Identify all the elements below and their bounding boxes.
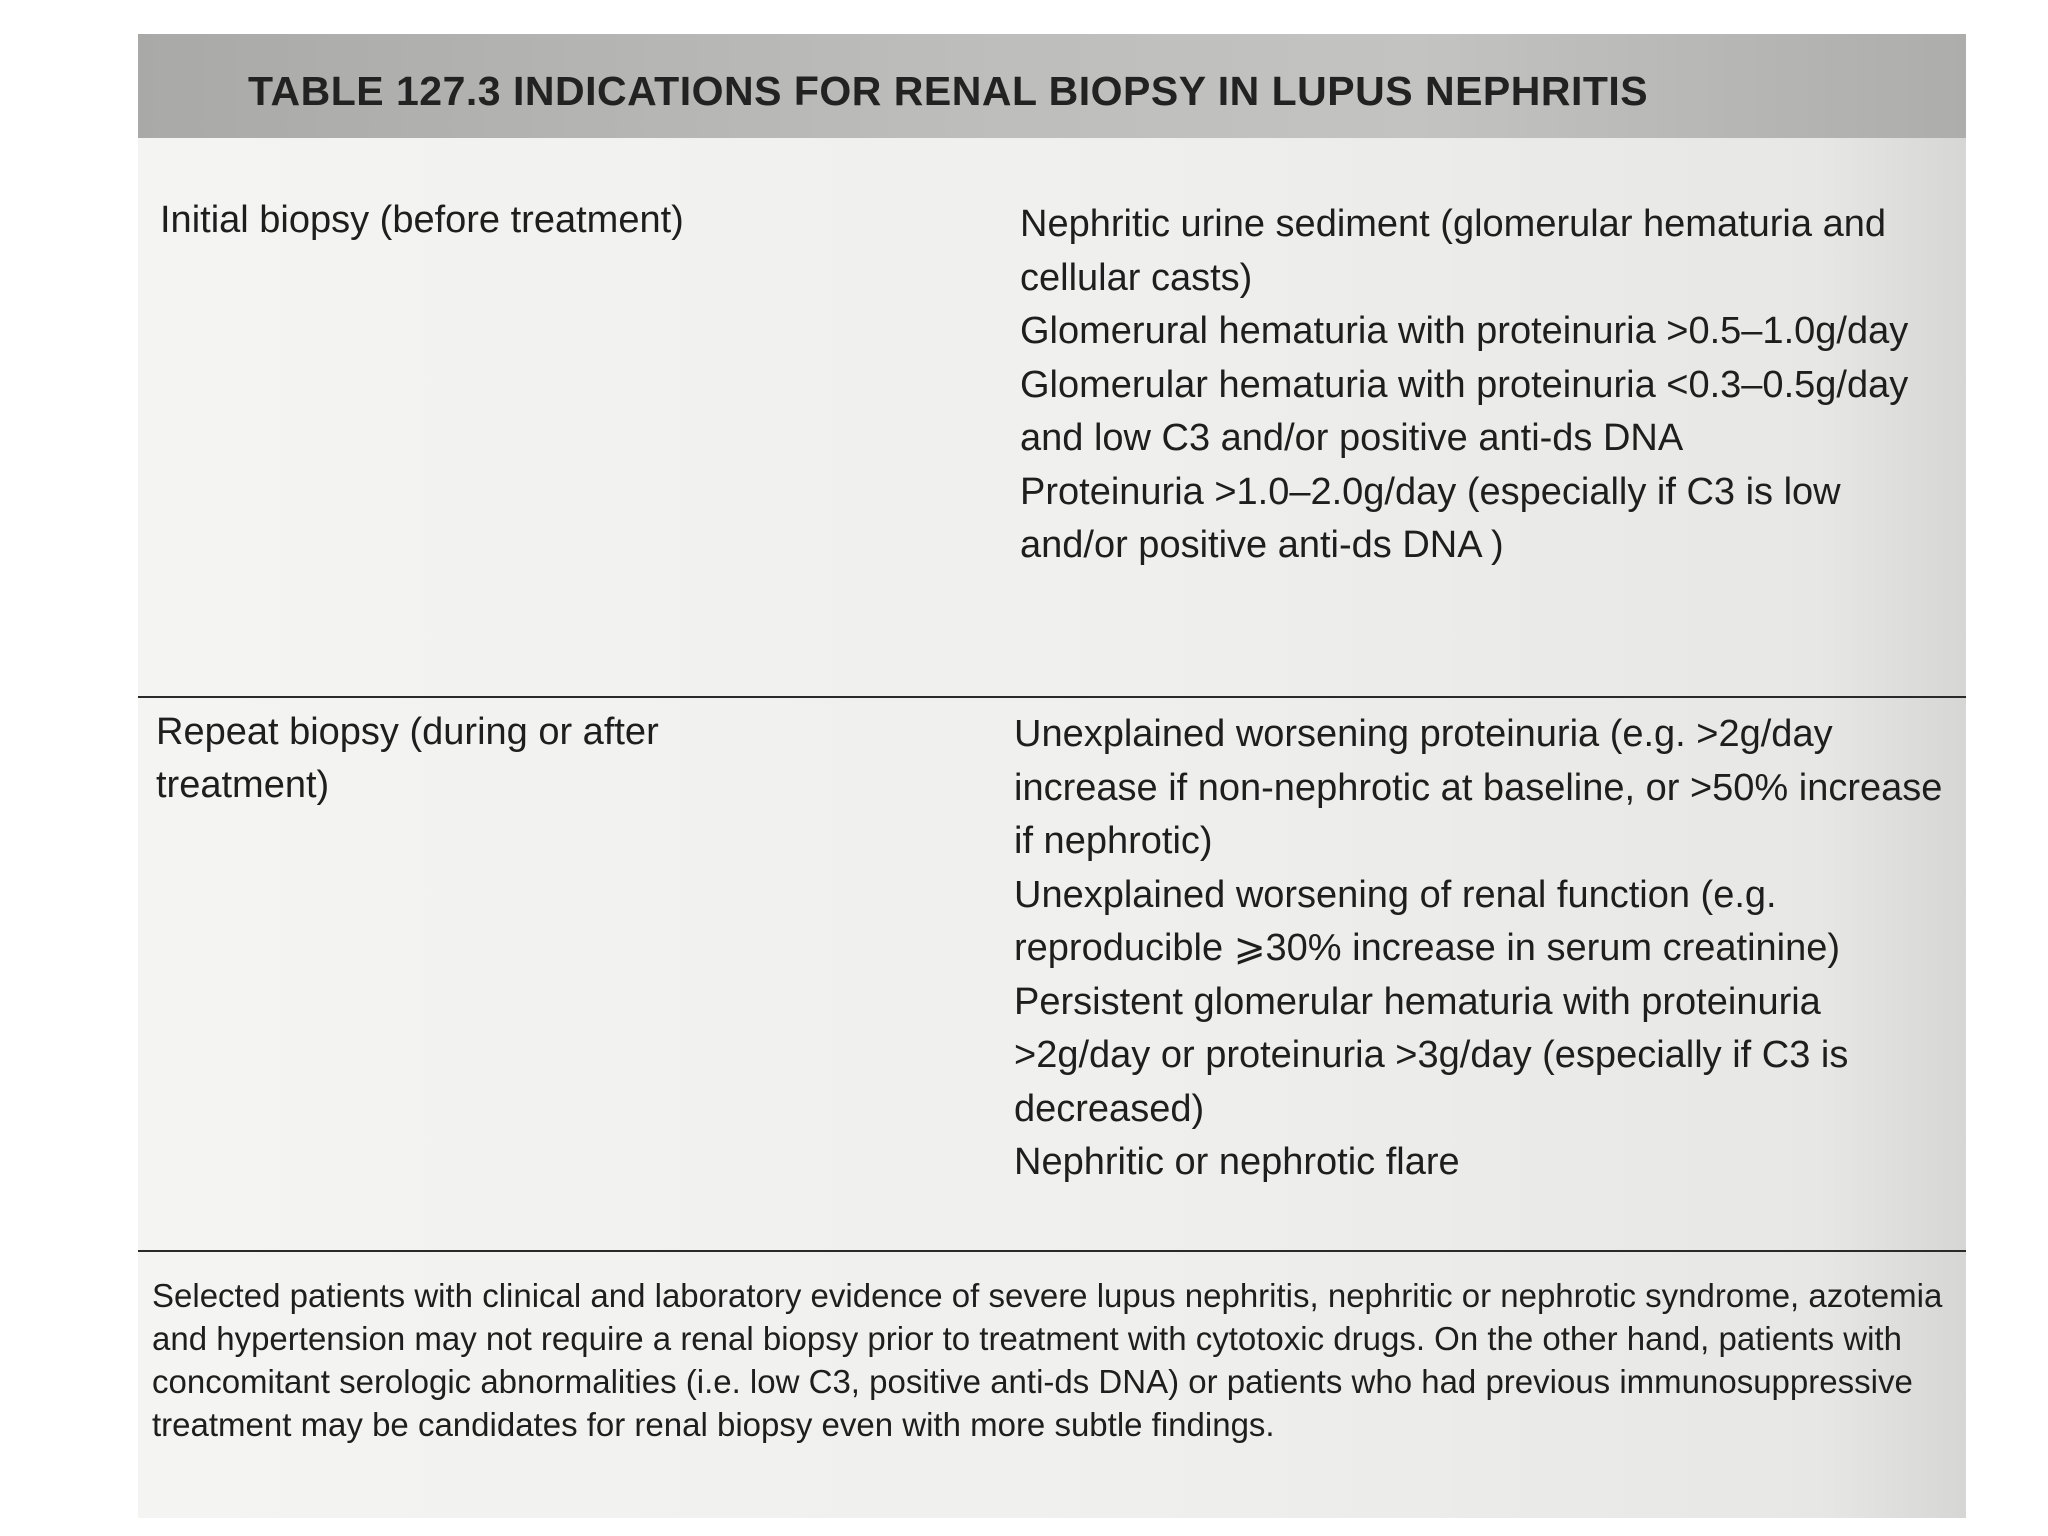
indication-item: Persistent glomerular hematuria with proteinuria >2g/day or proteinuria >3g/day (especially if C3 is decreased) [1014, 980, 1849, 1130]
indication-item: Glomerural hematuria with proteinuria >0.5–1.0g/day [1020, 310, 1909, 352]
indication-item: Nephritic urine sediment (glomerular hematuria and cellular casts) [1020, 203, 1886, 299]
indication-item: Unexplained worsening of renal function (e.g. reproducible ⩾30% increase in serum creatinine) [1014, 873, 1841, 969]
indication-list-repeat-biopsy [1014, 708, 1944, 1190]
indication-item: Unexplained worsening proteinuria (e.g. >2g/day increase if non-nephrotic at baseline, or >50% increase if nephrotic) [1014, 713, 1943, 862]
indication-item: Proteinuria >1.0–2.0g/day (especially if C3 is low and/or positive anti-ds DNA ) [1020, 470, 1841, 566]
row-label-repeat-biopsy: Repeat biopsy (during or after treatment) [156, 711, 659, 806]
table-title-bar [138, 34, 1966, 138]
indication-item: Nephritic or nephrotic flare [1014, 1141, 1460, 1183]
indication-list-initial-biopsy [1020, 198, 1950, 573]
table-row-repeat-biopsy [138, 698, 1966, 1250]
table-title: TABLE 127.3 INDICATIONS FOR RENAL BIOPSY IN LUPUS NEPHRITIS [248, 67, 1649, 114]
footnote-divider [138, 1250, 1966, 1252]
row-label-initial-biopsy: Initial biopsy (before treatment) [160, 199, 684, 241]
table-row-initial-biopsy [138, 138, 1966, 696]
indications-table [138, 34, 1966, 1518]
table-footnote: Selected patients with clinical and laboratory evidence of severe lupus nephritis, nephritic or nephrotic syndrome, azotemia and hypertension may not require a renal biopsy prior to treatment with cytotoxic drugs. On the other hand, patients with concomitant serologic abnormalities (i.e. low C3, positive anti-ds DNA) or patients who had previous immunosuppressive treatment may be candidates for renal biopsy even with more subtle findings. [152, 1277, 1943, 1443]
indication-item: Glomerular hematuria with proteinuria <0.3–0.5g/day and low C3 and/or positive anti-ds DNA [1020, 363, 1909, 459]
